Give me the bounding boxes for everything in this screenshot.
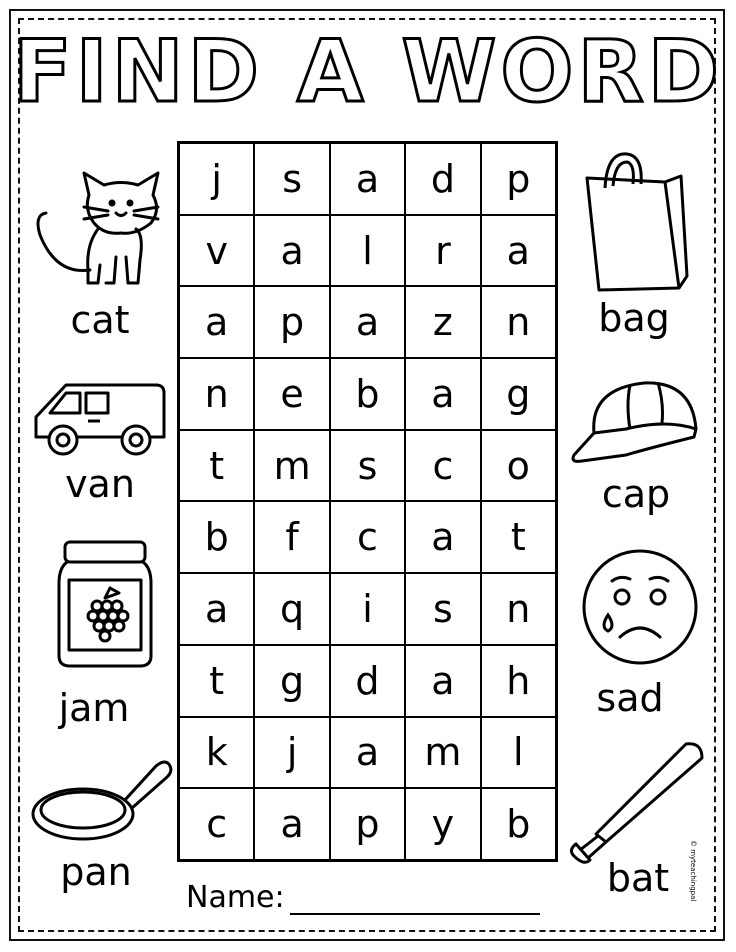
jam-jar-icon [55, 538, 155, 673]
grid-cell[interactable]: g [254, 645, 329, 717]
grid-cell[interactable]: a [330, 717, 405, 789]
grid-cell[interactable]: o [481, 430, 556, 502]
grid-cell[interactable]: t [179, 645, 254, 717]
grid-cell[interactable]: m [405, 717, 480, 789]
grid-cell[interactable]: a [405, 358, 480, 430]
word-pan: pan [60, 850, 132, 894]
van-icon [28, 375, 170, 465]
letter-grid [177, 141, 558, 862]
grid-cell[interactable]: t [179, 430, 254, 502]
grid-cell[interactable]: c [179, 788, 254, 860]
grid-cell[interactable]: j [254, 717, 329, 789]
grid-cell[interactable]: n [179, 358, 254, 430]
grid-cell[interactable]: z [405, 286, 480, 358]
word-jam: jam [58, 686, 130, 730]
cap-icon [566, 375, 706, 475]
sad-face-icon [578, 545, 703, 670]
cat-icon [26, 165, 176, 290]
word-sad: sad [596, 676, 664, 720]
grid-cell[interactable]: b [179, 501, 254, 573]
grid-cell[interactable]: s [254, 143, 329, 215]
grid-cell[interactable]: p [254, 286, 329, 358]
grid-cell[interactable]: b [481, 788, 556, 860]
grid-cell[interactable]: p [330, 788, 405, 860]
grid-cell[interactable]: v [179, 215, 254, 287]
grid-cell[interactable]: b [330, 358, 405, 430]
word-cat: cat [70, 298, 130, 342]
grid-cell[interactable]: j [179, 143, 254, 215]
grid-cell[interactable]: a [179, 286, 254, 358]
shopping-bag-icon [575, 148, 695, 298]
grid-cell[interactable]: l [481, 717, 556, 789]
grid-cell[interactable]: q [254, 573, 329, 645]
grid-cell[interactable]: n [481, 573, 556, 645]
word-cap: cap [601, 472, 671, 516]
grid-cell[interactable]: n [481, 286, 556, 358]
worksheet-title: FIND A WORD [12, 22, 724, 122]
grid-cell[interactable]: p [481, 143, 556, 215]
grid-cell[interactable]: a [481, 215, 556, 287]
name-label: Name: [186, 880, 285, 915]
grid-cell[interactable]: l [330, 215, 405, 287]
grid-cell[interactable]: k [179, 717, 254, 789]
grid-cell[interactable]: d [405, 143, 480, 215]
grid-cell[interactable]: s [405, 573, 480, 645]
grid-cell[interactable]: m [254, 430, 329, 502]
name-input-line[interactable] [290, 913, 540, 915]
grid-cell[interactable]: a [179, 573, 254, 645]
grid-cell[interactable]: a [405, 645, 480, 717]
grid-cell[interactable]: f [254, 501, 329, 573]
grid-cell[interactable]: r [405, 215, 480, 287]
grid-cell[interactable]: c [330, 501, 405, 573]
word-van: van [65, 462, 135, 506]
grid-cell[interactable]: e [254, 358, 329, 430]
grid-cell[interactable]: a [330, 143, 405, 215]
word-bag: bag [598, 296, 670, 340]
grid-cell[interactable]: a [254, 215, 329, 287]
grid-cell[interactable]: a [254, 788, 329, 860]
grid-cell[interactable]: s [330, 430, 405, 502]
grid-cell[interactable]: h [481, 645, 556, 717]
grid-cell[interactable]: c [405, 430, 480, 502]
grid-cell[interactable]: a [405, 501, 480, 573]
copyright-text: © myteachingpal [689, 840, 697, 902]
grid-cell[interactable]: g [481, 358, 556, 430]
grid-cell[interactable]: i [330, 573, 405, 645]
grid-cell[interactable]: a [330, 286, 405, 358]
grid-cell[interactable]: y [405, 788, 480, 860]
word-bat: bat [606, 856, 670, 900]
grid-cell[interactable]: t [481, 501, 556, 573]
grid-cell[interactable]: d [330, 645, 405, 717]
frying-pan-icon [28, 756, 178, 851]
